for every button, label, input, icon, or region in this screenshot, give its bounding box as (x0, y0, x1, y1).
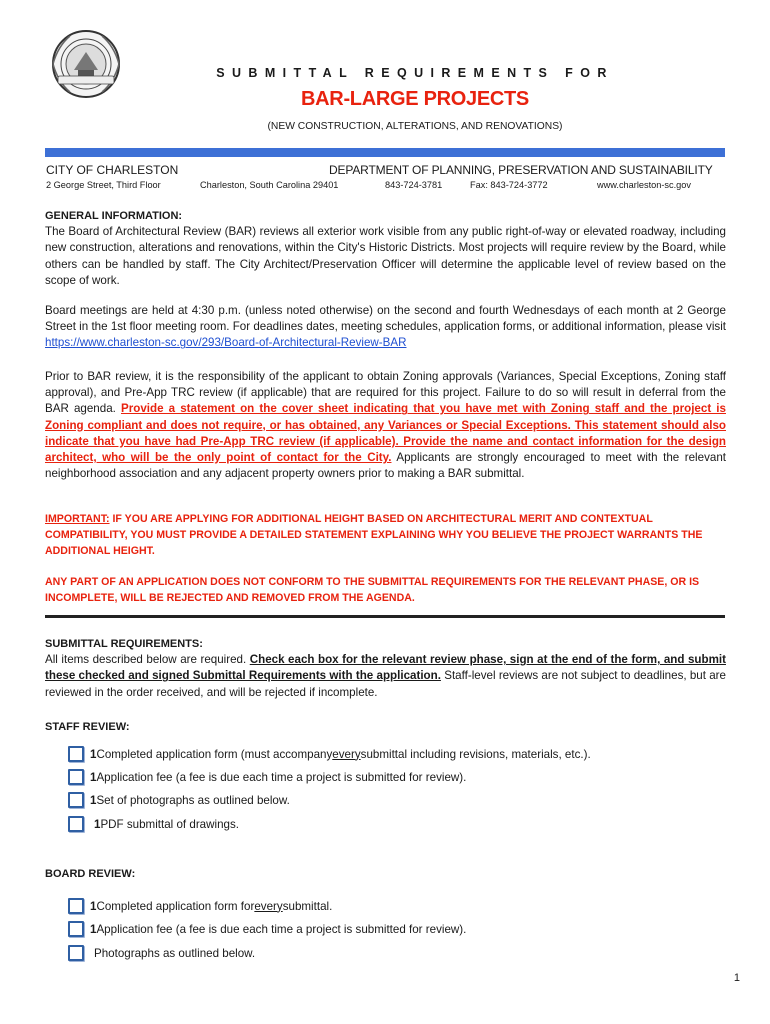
header-divider-bar (45, 148, 725, 157)
board-review-heading: BOARD REVIEW: (45, 868, 136, 880)
page-number: 1 (733, 972, 740, 984)
checkbox-icon[interactable] (68, 898, 84, 914)
staff-checklist-item[interactable] (68, 768, 466, 786)
item-text: Photographs as outlined below. (94, 946, 256, 960)
board-checklist-item[interactable] (68, 920, 466, 938)
staff-review-section (45, 719, 726, 735)
submittal-tail: Staff-level reviews are not subject to deadlines, but are reviewed in the order received, and will be rejected if incomplete. (45, 669, 726, 699)
item-quantity: 1 (94, 817, 101, 831)
item-quantity: 1 (90, 899, 97, 913)
item-text-after: submittal. (282, 899, 333, 913)
department-name: DEPARTMENT OF PLANNING, PRESERVATION AND SUSTAINABILITY (329, 163, 713, 177)
submittal-heading: SUBMITTAL REQUIREMENTS: (45, 638, 203, 650)
phone-number: 843-724-3781 (385, 180, 443, 190)
fax-number: Fax: 843-724-3772 (470, 180, 548, 190)
general-info-paragraph-1: The Board of Architectural Review (BAR) reviews all exterior work visible from any public right-of-way or elevated roadway, including new construction, alterations and renovations, within the City's Historic Districts. Most projects will require review by the Board, while others can be handled by staff. The City Architect/Preservation Officer will determine the applicable level of review based on the scope of work. (45, 225, 726, 287)
contact-row (46, 180, 726, 194)
city-name: CITY OF CHARLESTON (46, 163, 179, 177)
page-subtitle: BAR-LARGE PROJECTS (301, 88, 529, 110)
neighborhood-text: Applicants are strongly encouraged to meet with the relevant neighborhood association and any adjacent property owners prior to making a BAR submittal. (45, 451, 726, 481)
item-emphasis: every (332, 747, 361, 761)
important-label: IMPORTANT: (45, 513, 110, 525)
meetings-text: Board meetings are held at 4:30 p.m. (unless noted otherwise) on the second and fourth Wednesdays of each month at 2 George Street in the 1st floor meeting room. For deadlines dates, meeting schedules, application forms, or additional information, please visit (45, 304, 726, 334)
page-scope-note: (NEW CONSTRUCTION, ALTERATIONS, AND RENOVATIONS) (267, 121, 563, 132)
page-title: SUBMITTAL REQUIREMENTS FOR (216, 66, 614, 80)
staff-review-heading: STAFF REVIEW: (45, 721, 130, 733)
staff-checklist-item[interactable] (68, 745, 591, 763)
zoning-paragraph (45, 369, 726, 482)
item-quantity: 1 (90, 770, 97, 784)
submittal-instruction: Check each box for the relevant review phase, sign at the end of the form, and submit these checked and signed Submittal Requirements with the application. (45, 653, 726, 683)
website: www.charleston-sc.gov (597, 180, 691, 190)
checkbox-icon[interactable] (68, 746, 84, 762)
checkbox-icon[interactable] (68, 945, 84, 961)
section-divider (45, 615, 725, 618)
checkbox-icon[interactable] (68, 769, 84, 785)
submittal-section (45, 636, 726, 701)
important-text: IF YOU ARE APPLYING FOR ADDITIONAL HEIGHT BASED ON ARCHITECTURAL MERIT AND CONTEXTUAL COMPATIBILITY, YOU MUST PROVIDE A DETAILED STATEMENT EXPLAINING WHY YOU BELIEVE THE PROJECT WARRANTS THE ADDITIONAL HEIGHT. (45, 513, 703, 557)
checkbox-icon[interactable] (68, 792, 84, 808)
bar-website-link[interactable]: https://www.charleston-sc.gov/293/Board-of-Architectural-Review-BAR (45, 336, 407, 350)
item-text: Completed application form (must accompany (96, 747, 333, 761)
submittal-intro (45, 652, 726, 701)
checkbox-icon[interactable] (68, 921, 84, 937)
item-emphasis: every (254, 899, 283, 913)
staff-checklist-item[interactable] (68, 791, 290, 809)
staff-checklist-item[interactable] (68, 815, 239, 833)
item-text: Set of photographs as outlined below. (96, 793, 290, 807)
item-text-after: submittal including revisions, materials, etc.). (360, 747, 591, 761)
board-review-section (45, 866, 726, 882)
item-quantity: 1 (90, 793, 97, 807)
checkbox-icon[interactable] (68, 816, 84, 832)
board-checklist-item[interactable] (68, 944, 255, 962)
city-state: Charleston, South Carolina 29401 (200, 180, 339, 190)
board-checklist-item[interactable] (68, 897, 332, 915)
general-info-heading: GENERAL INFORMATION: (45, 210, 183, 222)
cover-sheet-statement: Provide a statement on the cover sheet indicating that you have met with Zoning staff and the project is Zoning compliant and does not require, or has obtained, any Variances or Special Exceptions. This statement should also indicate that you have had Pre-App TRC review (if applicable). Provide the name and contact information for the design architect, who will be the only point of contact for the City. (45, 402, 726, 465)
important-notice (45, 511, 726, 559)
item-text: PDF submittal of drawings. (100, 817, 239, 831)
submittal-intro-text: All items described below are required. (45, 653, 250, 667)
item-text: Application fee (a fee is due each time a project is submitted for review). (96, 770, 467, 784)
general-info-section (45, 208, 726, 289)
item-text: Application fee (a fee is due each time a project is submitted for review). (96, 922, 467, 936)
item-quantity: 1 (90, 747, 97, 761)
item-quantity: 1 (90, 922, 97, 936)
street-address: 2 George Street, Third Floor (46, 180, 161, 190)
meetings-paragraph (45, 303, 726, 352)
item-text: Completed application form for (96, 899, 255, 913)
zoning-text: Prior to BAR review, it is the responsibility of the applicant to obtain Zoning approvals (Variances, Special Exceptions, Zoning staff approval), and Pre-App TRC review (if applicable) that are required for this project. Failure to do so will result in deferral from the BAR agenda. (45, 370, 726, 416)
rejection-warning: ANY PART OF AN APPLICATION DOES NOT CONFORM TO THE SUBMITTAL REQUIREMENTS FOR THE RELEVANT PHASE, OR IS INCOMPLETE, WILL BE REJECTED AND REMOVED FROM THE AGENDA. (45, 576, 700, 604)
org-row (46, 163, 716, 179)
